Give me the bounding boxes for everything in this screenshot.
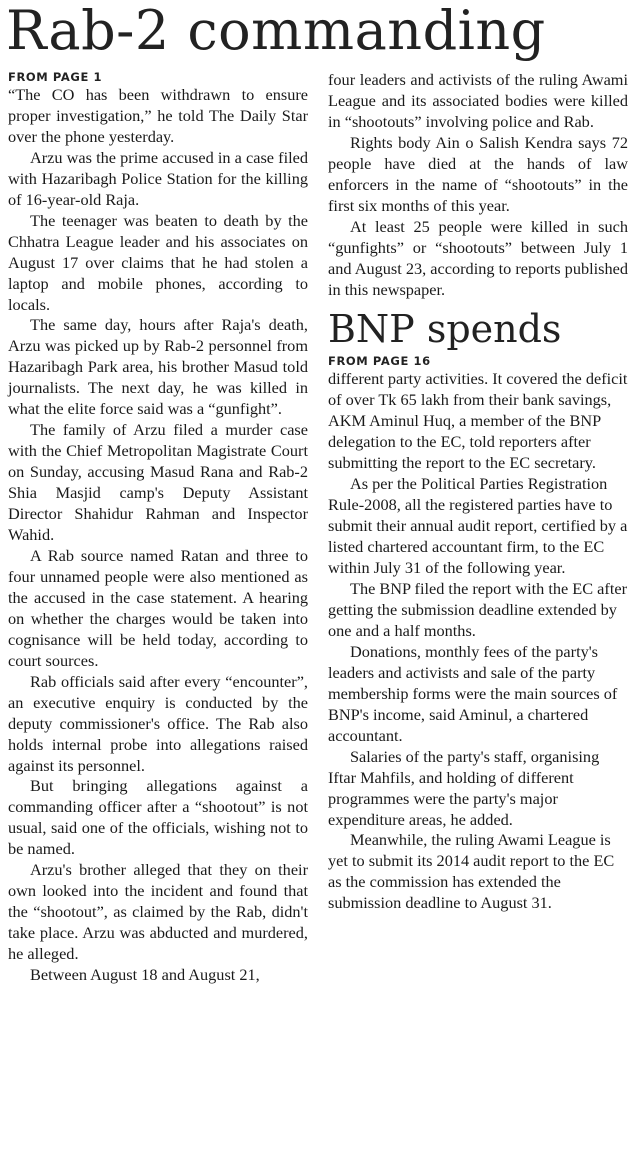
article-paragraph: But bringing allegations against a commanding officer after a “shootout” is not usual, said one of the officials, wishing not to be named. — [8, 776, 308, 859]
article-paragraph: As per the Political Parties Registration Rule-2008, all the registered parties have to submit their annual audit report, certified by a listed chartered accountant firm, to the EC within July 31 of the following year. — [328, 474, 628, 578]
article-paragraph: Salaries of the party's staff, organising Iftar Mahfils, and holding of different programmes were the party's major expenditure areas, he added. — [328, 746, 600, 829]
article-paragraph: Meanwhile, the ruling Awami League is yet to submit its 2014 audit report to the EC as the commission has extended the submission deadline to August 31. — [328, 830, 615, 913]
right-column — [328, 70, 628, 914]
article-paragraph: Rab officials said after every “encounter”, an executive enquiry is conducted by the deputy commissioner's office. The Rab also holds internal probe into allegations raised against its personnel. — [8, 671, 308, 775]
article-paragraph: The teenager was beaten to death by the Chhatra League leader and his associates on August 17 over claims that he had stolen a laptop and mobile phones, according to locals. — [8, 210, 308, 314]
article-paragraph: The BNP filed the report with the EC after getting the submission deadline extended by one and a half months. — [328, 579, 628, 640]
article-paragraph: The family of Arzu filed a murder case with the Chief Metropolitan Magistrate Court on Sunday, accusing Masud Rana and Rab-2 Shia Masjid camp's Deputy Assistant Director Shahidur Rahman and Inspector Wahid. — [8, 420, 308, 545]
article-paragraph: Arzu's brother alleged that they on their own looked into the incident and found that the “shootout”, as claimed by the Rab, didn't take place. Arzu was abducted and murdered, he alleged. — [8, 860, 308, 964]
continued-from-label: FROM PAGE 16 — [328, 354, 431, 369]
article-paragraph: At least 25 people were killed in such “gunfights” or “shootouts” between July 1 and August 23, according to reports published in this newspaper. — [328, 216, 628, 299]
article-paragraph: Between August 18 and August 21, — [30, 965, 260, 985]
article-paragraph: The same day, hours after Raja's death, Arzu was picked up by Rab-2 personnel from Hazaribagh Park area, his brother Masud told journalists. The next day, he was killed in what the elite force said was a “gunfight”. — [8, 315, 308, 419]
second-article-headline: BNP spends — [328, 307, 562, 352]
article-paragraph: Arzu was the prime accused in a case filed with Hazaribagh Police Station for the killing of 16-year-old Raja. — [8, 147, 308, 209]
article-paragraph: four leaders and activists of the ruling Awami League and its associated bodies were killed in “shootouts” involving police and Rab. — [328, 70, 628, 131]
article-paragraph: different party activities. It covered the deficit of over Tk 65 lakh from their bank savings, AKM Aminul Huq, a member of the BNP delegation to the EC, told reporters after submitting the report to the EC secretary. — [328, 369, 628, 473]
article-paragraph: “The CO has been withdrawn to ensure proper investigation,” he told The Daily Star over the phone yesterday. — [8, 85, 308, 146]
article-paragraph: A Rab source named Ratan and three to four unnamed people were also mentioned as the accused in the case statement. A hearing on whether the charges would be taken into cognisance will be held today, according to court sources. — [8, 545, 308, 670]
article-paragraph: Rights body Ain o Salish Kendra says 72 people have died at the hands of law enforcers in the name of “shootouts” in the first six months of this year. — [328, 132, 628, 215]
left-column — [8, 70, 308, 986]
article-headline: Rab-2 commanding — [6, 0, 546, 62]
continued-from-label: FROM PAGE 1 — [8, 70, 103, 84]
article-paragraph: Donations, monthly fees of the party's leaders and activists and sale of the party membership forms were the main sources of BNP's income, said Aminul, a chartered accountant. — [328, 641, 618, 745]
